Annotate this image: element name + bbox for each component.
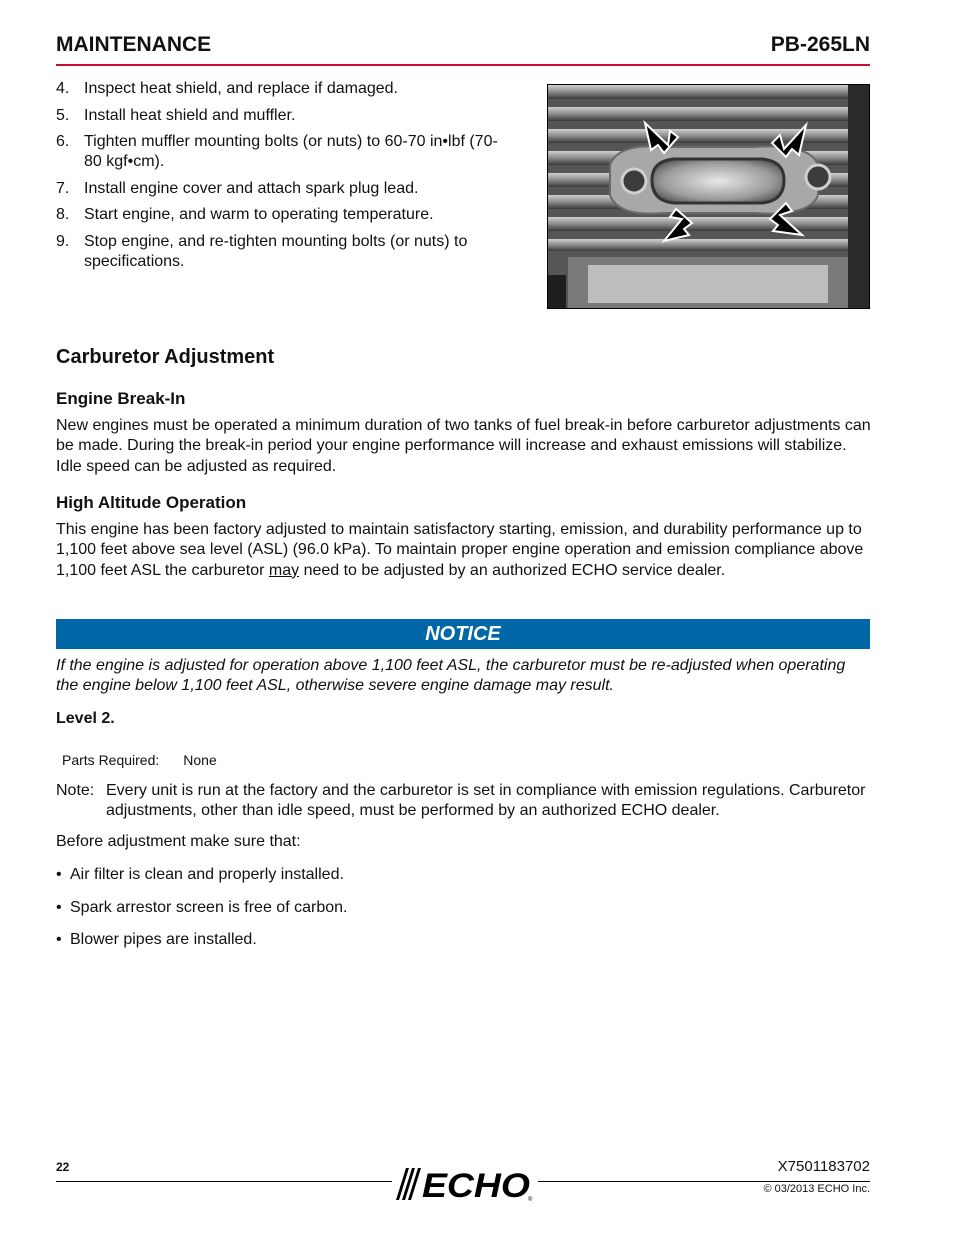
- echo-logo: [392, 1164, 538, 1202]
- steps-list: [56, 79, 506, 278]
- bullet-text: Blower pipes are installed.: [70, 931, 257, 948]
- parts-required-label: Parts Required:: [62, 752, 160, 768]
- bullet-text: Spark arrestor screen is free of carbon.: [70, 899, 348, 916]
- high-altitude-text-b: need to be adjusted by an authorized ECHO service dealer.: [299, 561, 726, 579]
- step-text: Inspect heat shield, and replace if damaged.: [84, 80, 398, 97]
- copyright: © 03/2013 ECHO Inc.: [763, 1183, 870, 1195]
- step-number: 9.: [56, 232, 70, 250]
- section-title: MAINTENANCE: [56, 33, 212, 56]
- list-item: [56, 179, 506, 199]
- footer-rule-left: [56, 1181, 394, 1182]
- page-number: 22: [56, 1160, 70, 1174]
- engine-break-in-heading: Engine Break-In: [56, 389, 186, 408]
- muffler-gasket-photo: [547, 84, 870, 309]
- note-text: Every unit is run at the factory and the carburetor is set in compliance with emission regulations. Carburetor adjustments, other than idle speed, must be performed by an authorized ECHO dealer.: [106, 782, 866, 820]
- bullet-icon: •: [56, 931, 62, 948]
- high-altitude-heading: High Altitude Operation: [56, 493, 247, 512]
- step-text: Tighten muffler mounting bolts (or nuts) to 60-70 in•lbf (70-80 kgf•cm).: [84, 133, 498, 170]
- list-item: [56, 132, 506, 172]
- list-item: [56, 79, 506, 99]
- list-item: [56, 232, 506, 272]
- model-number: PB-265LN: [770, 33, 870, 56]
- svg-text:®: ®: [528, 1197, 533, 1202]
- engine-break-in-text: New engines must be operated a minimum duration of two tanks of fuel break-in before carburetor adjustments can be made. During the break-in period your engine performance will increase and exhaust emissions will stabilize. Idle speed can be adjusted as required.: [56, 417, 871, 475]
- step-number: 6.: [56, 133, 70, 150]
- note-label: Note:: [56, 782, 95, 799]
- list-item: [56, 205, 506, 225]
- before-adjustment-text: Before adjustment make sure that:: [56, 833, 301, 850]
- document-code: X7501183702: [777, 1158, 870, 1175]
- high-altitude-text-a: This engine has been factory adjusted to maintain satisfactory starting, emission, and durability performance up to 1,100 feet above sea level (ASL) (96.0 kPa). To maintain proper engine operation and emission compliance above 1,100 feet ASL the carburetor: [56, 521, 864, 579]
- bullet-icon: •: [56, 899, 62, 916]
- step-number: 4.: [56, 80, 70, 97]
- step-number: 7.: [56, 179, 70, 197]
- header-divider: [56, 64, 870, 66]
- high-altitude-text: [56, 520, 871, 581]
- level-label: Level 2.: [56, 710, 115, 727]
- note-block: [56, 781, 871, 822]
- bullet-icon: •: [56, 866, 62, 883]
- step-text: Start engine, and warm to operating temperature.: [84, 206, 434, 223]
- parts-required: [62, 752, 217, 768]
- list-item: [56, 106, 506, 126]
- notice-banner: NOTICE: [56, 619, 870, 649]
- step-text: Install heat shield and muffler.: [84, 106, 296, 124]
- bullet-text: Air filter is clean and properly installed.: [70, 866, 344, 883]
- list-item: [56, 866, 344, 884]
- step-number: 8.: [56, 206, 70, 223]
- list-item: [56, 931, 257, 949]
- svg-text:ECHO: ECHO: [422, 1167, 530, 1202]
- step-text: Stop engine, and re-tighten mounting bolts (or nuts) to specifications.: [84, 232, 468, 270]
- step-text: Install engine cover and attach spark plug lead.: [84, 179, 419, 197]
- step-number: 5.: [56, 106, 70, 124]
- list-item: [56, 899, 347, 917]
- high-altitude-text-emphasis: may: [268, 561, 300, 579]
- footer-rule-right: [530, 1181, 870, 1182]
- carburetor-adjustment-heading: Carburetor Adjustment: [56, 346, 275, 368]
- engine-cylinder-image: [548, 85, 869, 308]
- parts-required-value: None: [183, 752, 217, 768]
- notice-text: If the engine is adjusted for operation above 1,100 feet ASL, the carburetor must be re-adjusted when operating the engine below 1,100 feet ASL, otherwise severe engine damage may result.: [56, 657, 846, 695]
